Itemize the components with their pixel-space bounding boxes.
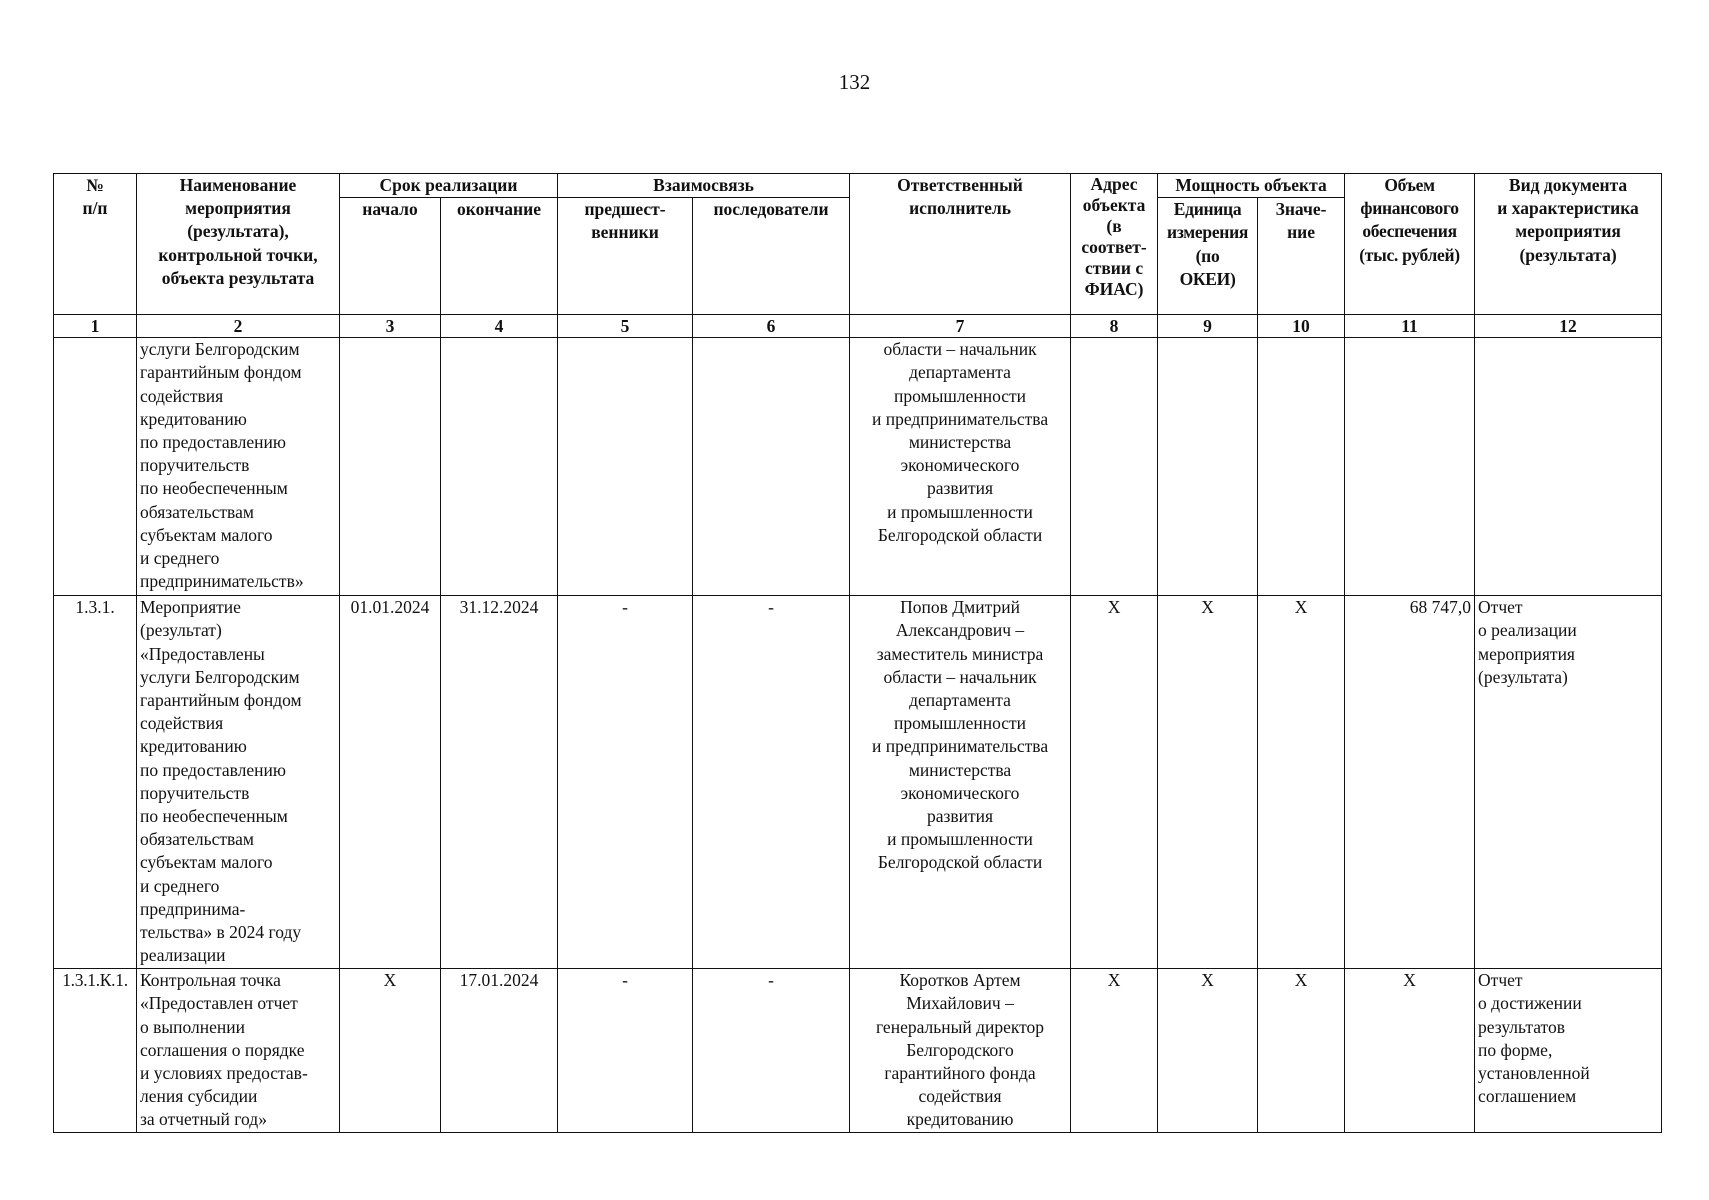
row-start: 01.01.2024 — [340, 596, 441, 969]
row-unit: X — [1158, 596, 1258, 969]
column-number: 12 — [1475, 315, 1662, 338]
table-row — [54, 969, 1662, 1133]
header-num: № п/п — [54, 174, 137, 315]
row-start: X — [340, 969, 441, 1133]
row-responsible: Коротков Артем Михайлович – генеральный директор Белгородского гарантийного фонда содействия кредитованию — [850, 969, 1071, 1133]
header-period: Срок реализации — [340, 174, 558, 198]
row-end: 31.12.2024 — [441, 596, 558, 969]
row-value: X — [1258, 596, 1345, 969]
header-responsible: Ответственный исполнитель — [850, 174, 1071, 315]
column-number: 10 — [1258, 315, 1345, 338]
column-number: 2 — [137, 315, 340, 338]
column-number: 5 — [558, 315, 693, 338]
row-doc-type — [1475, 338, 1662, 596]
row-successors: - — [693, 596, 850, 969]
row-successors — [693, 338, 850, 596]
header-doc-type: Вид документа и характеристика мероприятия (результата) — [1475, 174, 1662, 315]
header-value: Значе- ние — [1258, 198, 1345, 315]
row-finance — [1345, 338, 1475, 596]
column-number: 8 — [1071, 315, 1158, 338]
row-doc-type: Отчет о достижении результатов по форме, установленной соглашением — [1475, 969, 1662, 1133]
row-num — [54, 338, 137, 596]
table-row — [54, 338, 1662, 596]
row-value: X — [1258, 969, 1345, 1133]
header-successors: последователи — [693, 198, 850, 315]
row-unit — [1158, 338, 1258, 596]
header-address: Адрес объекта (в соответ- ствии с ФИАС) — [1071, 174, 1158, 315]
activity-plan-table — [53, 173, 1662, 1133]
row-unit: X — [1158, 969, 1258, 1133]
header-unit: Единица измерения (по ОКЕИ) — [1158, 198, 1258, 315]
row-address — [1071, 338, 1158, 596]
column-number: 1 — [54, 315, 137, 338]
row-predecessors — [558, 338, 693, 596]
column-number: 6 — [693, 315, 850, 338]
row-value — [1258, 338, 1345, 596]
row-start — [340, 338, 441, 596]
header-name: Наименование мероприятия (результата), контрольной точки, объекта результата — [137, 174, 340, 315]
row-doc-type: Отчет о реализации мероприятия (результата) — [1475, 596, 1662, 969]
header-capacity: Мощность объекта — [1158, 174, 1345, 198]
row-name: Мероприятие (результат) «Предоставлены услуги Белгородским гарантийным фондом содействия кредитованию по предоставлению поручительств по необеспеченным обязательствам субъектам малого и среднего предпринима- тельства» в 2024 году реализации — [137, 596, 340, 969]
header-end: окончание — [441, 198, 558, 315]
row-finance: X — [1345, 969, 1475, 1133]
header-predecessors: предшест- венники — [558, 198, 693, 315]
column-number: 9 — [1158, 315, 1258, 338]
column-number: 4 — [441, 315, 558, 338]
column-number: 3 — [340, 315, 441, 338]
row-address: X — [1071, 969, 1158, 1133]
row-predecessors: - — [558, 969, 693, 1133]
row-end: 17.01.2024 — [441, 969, 558, 1133]
row-num: 1.3.1.К.1. — [54, 969, 137, 1133]
header-relation: Взаимосвязь — [558, 174, 850, 198]
row-responsible: Попов Дмитрий Александрович – заместитель министра области – начальник департамента промышленности и предпринимательства министерства экономического развития и промышленности Белгородской области — [850, 596, 1071, 969]
row-successors: - — [693, 969, 850, 1133]
header-start: начало — [340, 198, 441, 315]
row-predecessors: - — [558, 596, 693, 969]
column-number: 11 — [1345, 315, 1475, 338]
row-address: X — [1071, 596, 1158, 969]
row-name: Контрольная точка «Предоставлен отчет о выполнении соглашения о порядке и условиях предостав- ления субсидии за отчетный год» — [137, 969, 340, 1133]
header-finance: Объем финансового обеспечения (тыс. рублей) — [1345, 174, 1475, 315]
row-name: услуги Белгородским гарантийным фондом содействия кредитованию по предоставлению поручительств по необеспеченным обязательствам субъектам малого и среднего предпринимательств» — [137, 338, 340, 596]
row-responsible: области – начальник департамента промышленности и предпринимательства министерства экономического развития и промышленности Белгородской области — [850, 338, 1071, 596]
row-num: 1.3.1. — [54, 596, 137, 969]
row-finance: 68 747,0 — [1345, 596, 1475, 969]
page-number: 132 — [838, 70, 871, 94]
row-end — [441, 338, 558, 596]
table-row — [54, 596, 1662, 969]
column-number: 7 — [850, 315, 1071, 338]
